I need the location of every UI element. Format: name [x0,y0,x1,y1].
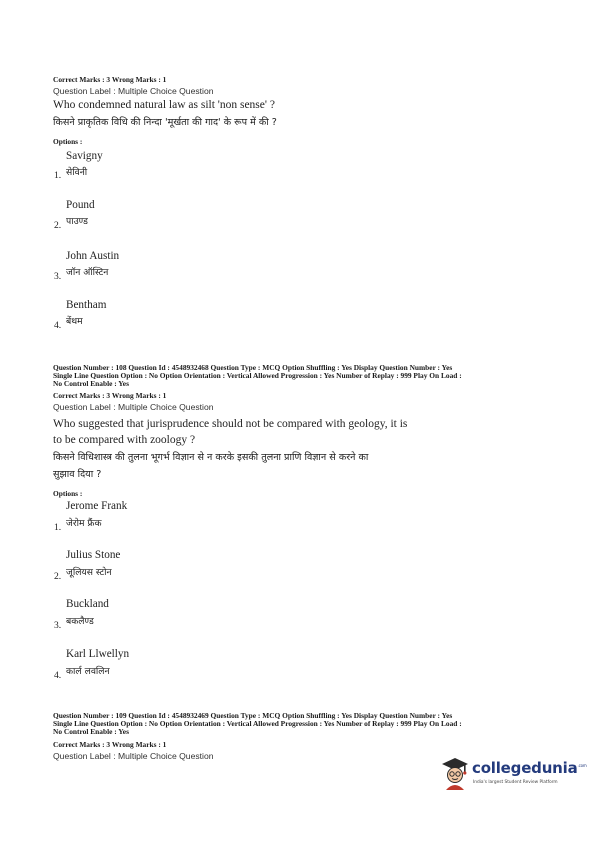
q109-meta-line-1: Question Number : 109 Question Id : 4548932469 Question Type : MCQ Option Shuffling : Yes Display Question Number : Yes [53,711,453,720]
q108-option-2-num: 2. [54,571,62,582]
q108-option-4-en: Karl Llwellyn [66,648,130,660]
q108-option-2-hi: जूलियस स्टोन [66,567,112,578]
q108-option-3-en: Buckland [66,598,109,610]
graduate-mascot-icon [440,756,470,790]
q108-option-4-num: 4. [54,670,62,681]
q107-option-4-num: 4. [54,320,62,331]
q108-text-en-line-1: Who suggested that jurisprudence should not be compared with geology, it is [53,418,408,430]
q108-meta-line-2: Single Line Question Option : No Option Orientation : Vertical Allowed Progression : Yes Number of Replay : 999 Play On Load : [53,371,462,380]
q107-options-heading: Options : [53,137,83,146]
logo-wordmark [472,759,587,777]
q107-text-hi: किसने प्राकृतिक विधि की निन्दा 'मूर्खता की गाद' के रूप में की ? [53,117,277,128]
q107-option-2-en: Pound [66,199,95,211]
q108-meta-line-3: No Control Enable : Yes [53,379,129,388]
q107-option-2-num: 2. [54,220,62,231]
logo-tagline: India's largest Student Review Platform [473,780,558,785]
q108-meta-line-1: Question Number : 108 Question Id : 4548932468 Question Type : MCQ Option Shuffling : Yes Display Question Number : Yes [53,363,453,372]
q107-option-4-en: Bentham [66,299,107,311]
q108-text-hi-line-1: किसने विधिशास्त्र की तुलना भूगर्भ विज्ञान से न करके इसकी तुलना प्राणि विज्ञान से करने का [53,452,369,463]
q107-option-3-en: John Austin [66,250,120,262]
q107-text-en: Who condemned natural law as silt 'non sense' ? [53,99,275,111]
logo-name: collegedunia [472,759,578,777]
q109-label: Question Label : Multiple Choice Question [53,751,214,761]
q107-option-3-num: 3. [54,271,62,282]
q107-option-4-hi: बेंथम [66,316,83,327]
logo-suffix: .com [577,763,587,768]
q108-option-3-num: 3. [54,620,62,631]
q108-options-heading: Options : [53,489,83,498]
q107-option-1-hi: सेविनी [66,167,88,178]
q108-option-2-en: Julius Stone [66,549,121,561]
q107-option-1-en: Savigny [66,150,103,162]
q108-label: Question Label : Multiple Choice Question [53,402,214,412]
q107-option-2-hi: पाउण्ड [66,216,88,227]
q109-marks: Correct Marks : 3 Wrong Marks : 1 [53,740,167,749]
q108-option-1-en: Jerome Frank [66,500,128,512]
q109-meta-line-3: No Control Enable : Yes [53,727,129,736]
q108-text-hi-line-2: सुझाव दिया ? [53,469,102,480]
q107-option-3-hi: जॉन ऑस्टिन [66,267,109,278]
q108-option-4-hi: कार्ल लवलिन [66,666,110,677]
q108-option-1-num: 1. [54,522,62,533]
q108-text-en-line-2: to be compared with zoology ? [53,434,196,446]
collegedunia-logo [440,756,587,796]
q107-label: Question Label : Multiple Choice Question [53,86,214,96]
q107-marks: Correct Marks : 3 Wrong Marks : 1 [53,75,167,84]
q107-option-1-num: 1. [54,170,62,181]
q108-marks: Correct Marks : 3 Wrong Marks : 1 [53,391,167,400]
q108-option-1-hi: जेरोम फ्रैंक [66,518,102,529]
q109-meta-line-2: Single Line Question Option : No Option Orientation : Vertical Allowed Progression : Yes Number of Replay : 999 Play On Load : [53,719,462,728]
q108-option-3-hi: बकलैण्ड [66,616,94,627]
